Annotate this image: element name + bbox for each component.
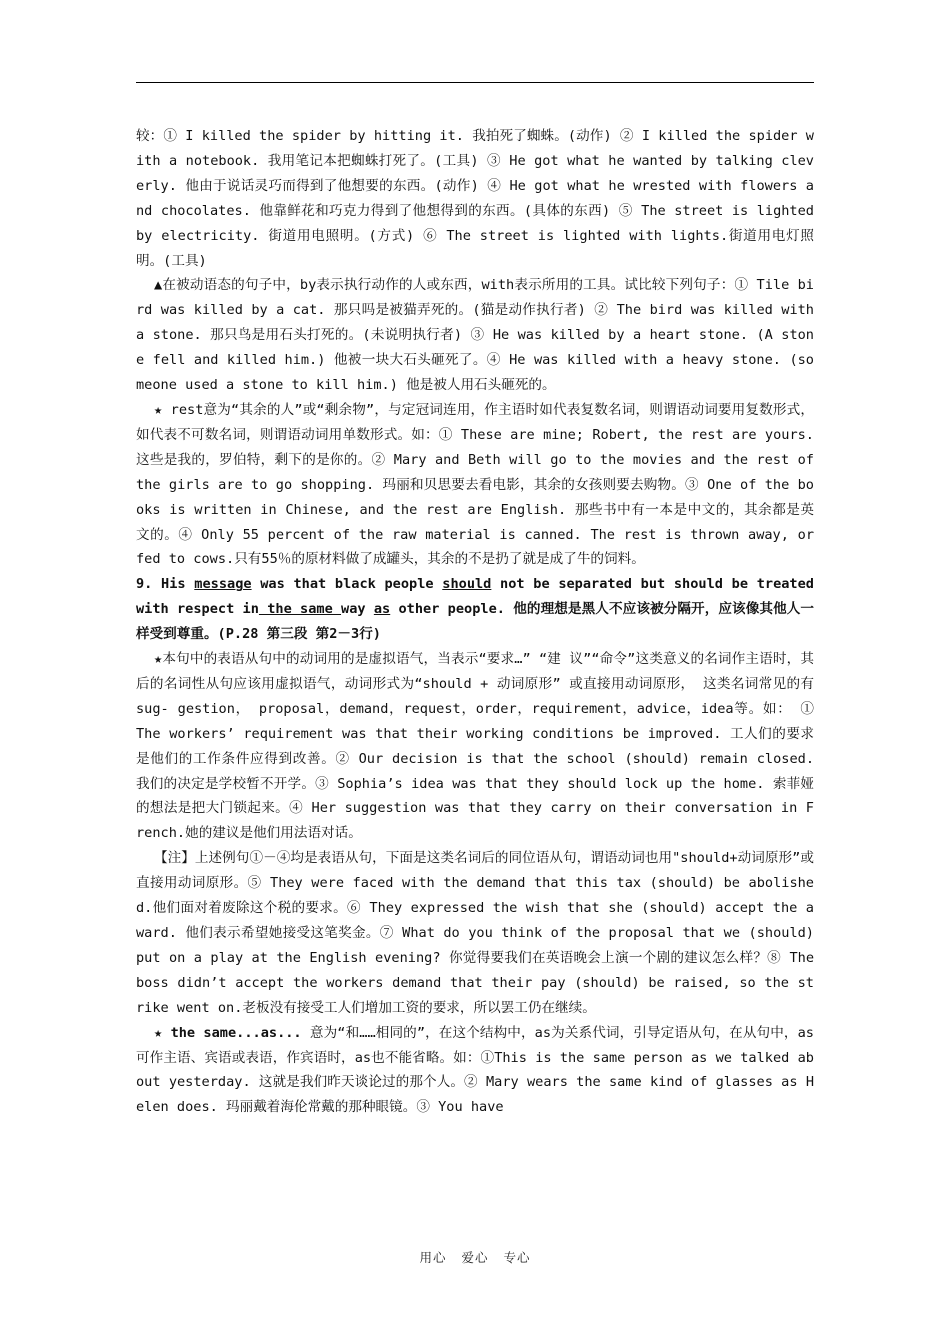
underlined-should: should — [442, 576, 492, 593]
sentence-9-part: was that black people — [251, 576, 443, 593]
paragraph-passive-by-with: ▲在被动语态的句子中，by表示执行动作的人或东西，with表示所用的工具。试比较下列句子：① Tile bird was killed by a cat. 那只吗是被猫弄死的。(猫是动作执行者) ② The bird was killed with a stone. 那只鸟是用石头打死的。(未说明执行者) ③ He was killed by a heart stone. (A stone fell and killed him.) 他被一块大石头砸死了。④ He was killed with a heavy stone. (someone used a stone to kill him.) 他是被人用石头砸死的。 — [136, 277, 814, 394]
paragraph-rest-usage: ★ rest意为“其余的人”或“剩余物”，与定冠词连用，作主语时如代表复数名词，则谓语动词要用复数形式，如代表不可数名词，则谓语动词用单数形式。如：① These are mine; Robert, the rest are yours. 这些是我的，罗伯特，剩下的是你的。② Mary and Beth will go to the movies and the rest of the girls are to go shopping. 玛丽和贝思要去看电影，其余的女孩则要去购物。③ One of the books is written in Chinese, and the rest are English. 那些书中有一本是中文的，其余都是英文的。④ Only 55 percent of the raw material is canned. The rest is thrown away, or fed to cows.只有55％的原材料做了成罐头，其余的不是扔了就是成了牛的饲料。 — [136, 401, 814, 568]
page-footer: 用心 爱心 专心 — [419, 1250, 531, 1265]
header-rule — [136, 82, 814, 83]
underlined-as: as — [373, 601, 391, 618]
underlined-message: message — [194, 576, 252, 593]
sentence-9-part: not be separated but should be treated with respect in — [136, 576, 814, 618]
sentence-9-part: 9. His — [136, 576, 195, 593]
paragraph-by-with-examples: 较：① I killed the spider by hitting it. 我拍死了蜘蛛。(动作) ② I killed the spider with a notebook. 我用笔记本把蜘蛛打死了。(工具) ③ He got what he wanted by talking cleverly. 他由于说话灵巧而得到了他想要的东西。(动作) ④ He got what he wrested with flowers and chocolates. 他靠鲜花和巧克力得到了他想得到的东西。(具体的东西) ⑤ The street is lighted by electricity. 街道用电照明。(方式) ⑥ The street is lighted with lights.街道用电灯照明。(工具) — [136, 128, 814, 269]
sentence-9-part: way — [341, 601, 374, 618]
page-content — [136, 124, 814, 1120]
sentence-9-part: other people. 他的理想是黑人不应该被分隔开，应该像其他人一样受到尊重。(P.28 第三段 第2－3行) — [136, 601, 815, 643]
paragraph-sentence-9 — [136, 572, 814, 647]
paragraph-the-same-as — [136, 1021, 814, 1121]
underlined-the-same: the same — [258, 601, 342, 618]
the-same-as-heading: ★ the same...as... — [154, 1024, 302, 1041]
paragraph-subjunctive: ★本句中的表语从句中的动词用的是虚拟语气，当表示“要求…” “建 议”“命令”这类意义的名词作主语时，其后的名词性从句应该用虚拟语气，动词形式为“should + 动词原形” 或直接用动词原形， 这类名词常见的有 sug- gestion， proposal，demand，request，order，requirement，advice，idea等。如： ① The workers’ requirement was that their working conditions be improved. 工人们的要求是他们的工作条件应得到改善。② Our decision is that the school (should) remain closed. 我们的决定是学校暂不开学。③ Sophia’s idea was that they should lock up the home. 索菲娅的想法是把大门锁起来。④ Her suggestion was that they carry on their conversation in French.她的建议是他们用法语对话。 — [136, 651, 814, 842]
the-same-as-text: 意为“和……相同的”，在这个结构中，as为关系代词，引导定语从句，在从句中，as可作主语、宾语或表语，作宾语时，as也不能省略。如：①This is the same person as we talked about yesterday. 这就是我们昨天谈论过的那个人。② Mary wears the same kind of glasses as Helen does. 玛丽戴着海伦常戴的那种眼镜。③ You have — [136, 1024, 814, 1116]
paragraph-note: 【注】上述例句①－④均是表语从句，下面是这类名词后的同位语从句，谓语动词也用"should+动词原形”或直接用动词原形。⑤ They were faced with the demand that this tax (should) be abolished.他们面对着废除这个税的要求。⑥ They expressed the wish that she (should) accept the award. 他们表示希望她接受这笔奖金。⑦ What do you think of the proposal that we (should) put on a play at the English evening? 你觉得要我们在英语晚会上演一个剧的建议怎么样？⑧ The boss didn’t accept the workers demand that their pay (should) be raised, so the strike went on.老板没有接受工人们增加工资的要求，所以罢工仍在继续。 — [136, 850, 814, 1016]
